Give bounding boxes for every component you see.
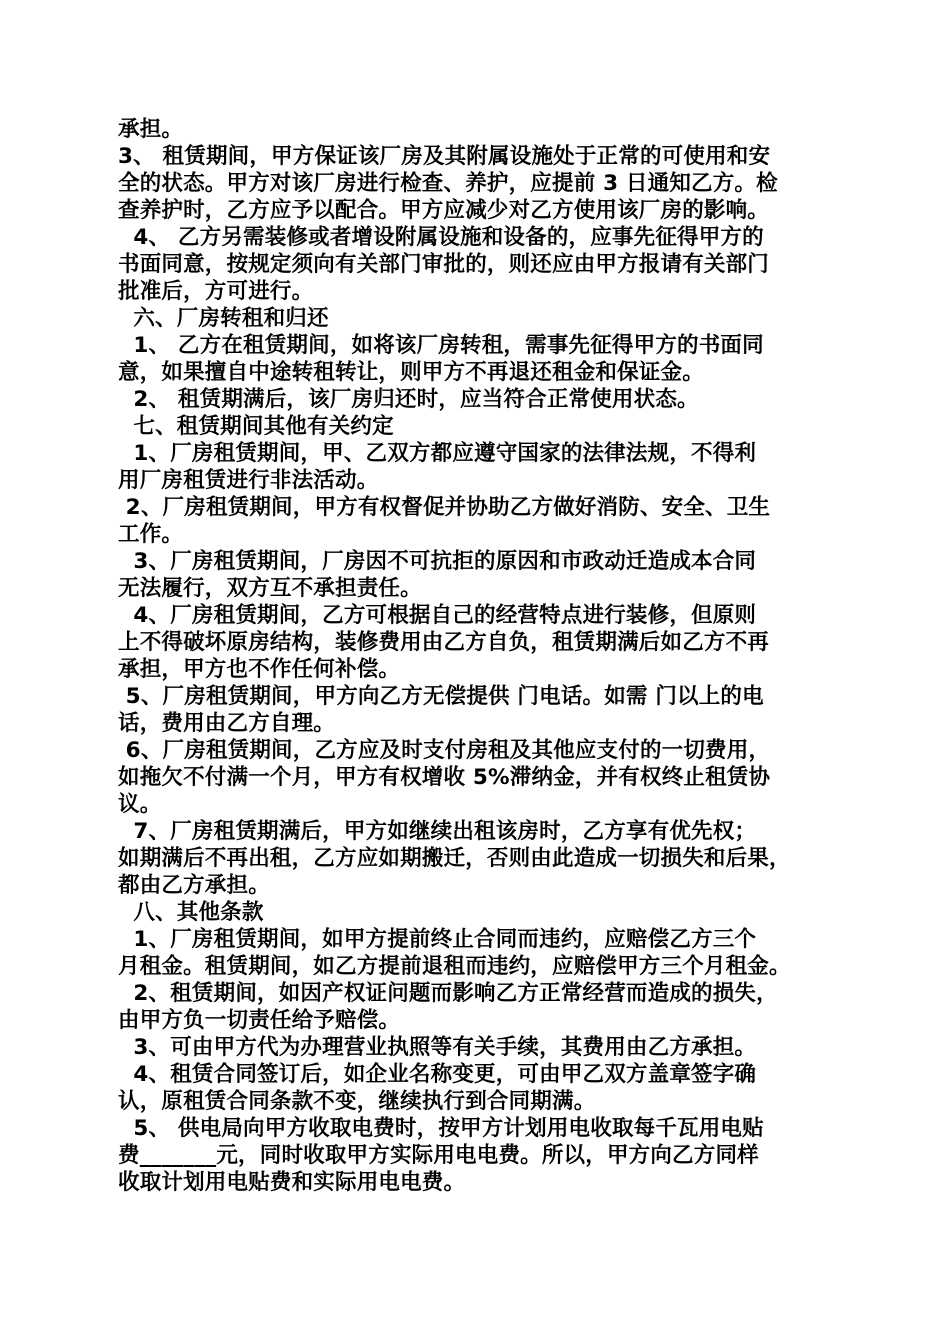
text-line: 月租金。租赁期间，如乙方提前退租而违约，应赔偿甲方三个月租金。 (118, 954, 791, 979)
text-line: 2、厂房租赁期间，甲方有权督促并协助乙方做好消防、安全、卫生 (118, 495, 771, 520)
text-line: 如拖欠不付满一个月，甲方有权增收 5%滞纳金，并有权终止租赁协 (118, 765, 771, 790)
document-body (118, 116, 858, 1196)
text-line: 意，如果擅自中途转租转让，则甲方不再退还租金和保证金。 (118, 360, 704, 385)
text-line: 全的状态。甲方对该厂房进行检查、养护，应提前 3 日通知乙方。检 (118, 171, 778, 196)
text-line: 1、厂房租赁期间，如甲方提前终止合同而违约，应赔偿乙方三个 (118, 927, 757, 952)
text-line: 承担，甲方也不作任何补偿。 (118, 657, 401, 682)
text-line: 都由乙方承担。 (118, 873, 270, 898)
text-line: 工作。 (118, 522, 184, 547)
text-line: 3、厂房租赁期间，厂房因不可抗拒的原因和市政动迁造成本合同 (118, 549, 757, 574)
text-line: 4、租赁合同签订后，如企业名称变更，可由甲乙双方盖章签字确 (118, 1062, 757, 1087)
text-line: 3、可由甲方代为办理营业执照等有关手续，其费用由乙方承担。 (118, 1035, 757, 1060)
text-line: 话，费用由乙方自理。 (118, 711, 336, 736)
text-line: 查养护时，乙方应予以配合。甲方应减少对乙方使用该厂房的影响。 (118, 198, 770, 223)
text-line: 6、厂房租赁期间，乙方应及时支付房租及其他应支付的一切费用， (118, 738, 771, 763)
section-heading: 八、其他条款 (118, 900, 264, 925)
text-line: 用厂房租赁进行非法活动。 (118, 468, 379, 493)
text-line: 书面同意，按规定须向有关部门审批的，则还应由甲方报请有关部门 (118, 252, 770, 277)
section-heading: 六、厂房转租和归还 (118, 306, 329, 331)
text-line: 议。 (118, 792, 162, 817)
section-heading: 七、租赁期间其他有关约定 (118, 414, 394, 439)
text-line: 由甲方负一切责任给予赔偿。 (118, 1008, 401, 1033)
text-line: 4、厂房租赁期间，乙方可根据自己的经营特点进行装修，但原则 (118, 603, 757, 628)
text-line: 无法履行，双方互不承担责任。 (118, 576, 422, 601)
text-line: 2、 租赁期满后，该厂房归还时，应当符合正常使用状态。 (118, 387, 699, 412)
text-line: 如期满后不再出租，乙方应如期搬迁，否则由此造成一切损失和后果， (118, 846, 791, 871)
text-line: 上不得破坏原房结构，装修费用由乙方自负，租赁期满后如乙方不再 (118, 630, 770, 655)
text-line: 费_______元，同时收取甲方实际用电电费。所以，甲方向乙方同样 (118, 1143, 759, 1168)
text-line: 1、厂房租赁期间，甲、乙双方都应遵守国家的法律法规，不得利 (118, 441, 757, 466)
text-line: 5、厂房租赁期间，甲方向乙方无偿提供 门电话。如需 门以上的电 (118, 684, 764, 709)
text-line: 5、 供电局向甲方收取电费时，按甲方计划用电收取每千瓦用电贴 (118, 1116, 764, 1141)
text-line: 收取计划用电贴费和实际用电电费。 (118, 1170, 466, 1195)
text-line: 承担。 (118, 117, 184, 142)
text-line: 2、租赁期间，如因产权证问题而影响乙方正常经营而造成的损失， (118, 981, 778, 1006)
text-line: 认，原租赁合同条款不变，继续执行到合同期满。 (118, 1089, 596, 1114)
text-line: 批准后，方可进行。 (118, 279, 314, 304)
text-line: 1、 乙方在租赁期间，如将该厂房转租，需事先征得甲方的书面同 (118, 333, 764, 358)
text-line: 7、厂房租赁期满后，甲方如继续出租该房时，乙方享有优先权； (118, 819, 757, 844)
text-line: 4、 乙方另需装修或者增设附属设施和设备的，应事先征得甲方的 (118, 225, 764, 250)
text-line: 3、 租赁期间，甲方保证该厂房及其附属设施处于正常的可使用和安 (118, 144, 771, 169)
